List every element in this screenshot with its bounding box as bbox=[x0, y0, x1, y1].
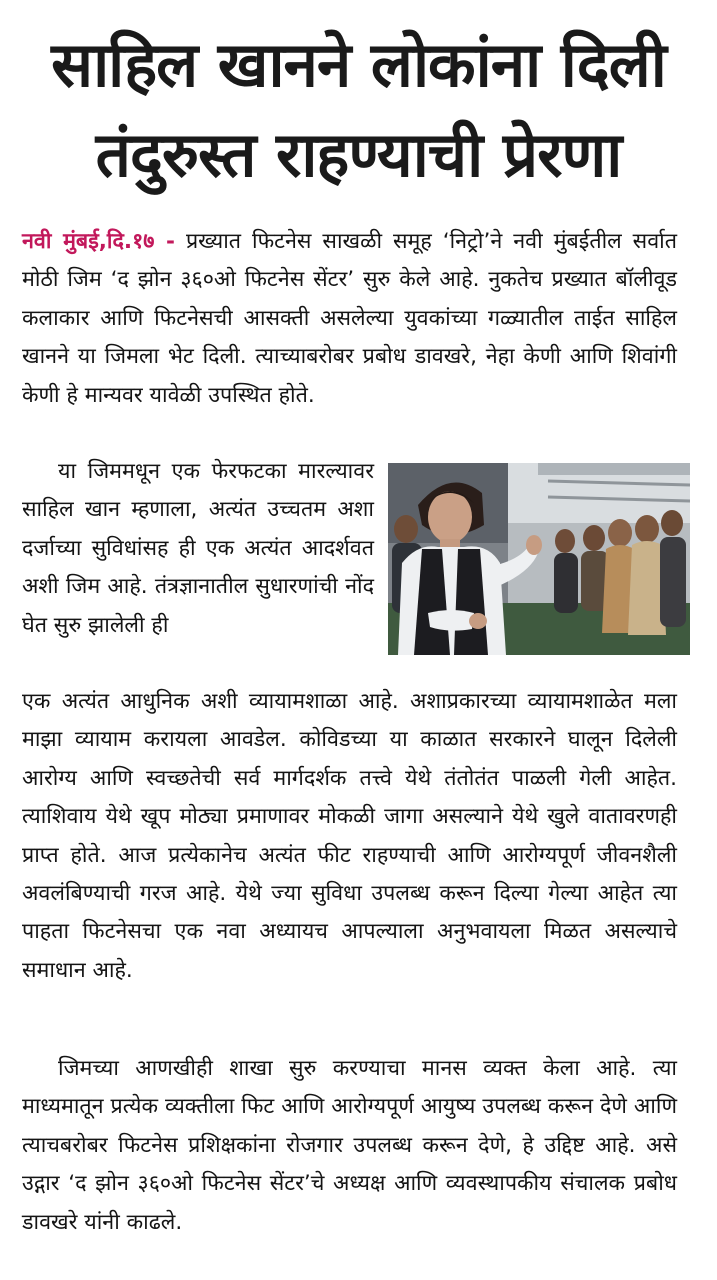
article-paragraph-1 bbox=[22, 223, 677, 415]
article-paragraph-2-start: या जिममधून एक फेरफटका मारल्यावर साहिल खान म्हणाला, अत्यंत उच्चतम अशा दर्जाच्या सुविधांसह ही एक अत्यंत आदर्शवत अशी जिम आहे. तंत्रज्ञानातील सुधारणांची नोंद घेत सुरु झालेली ही bbox=[22, 459, 374, 638]
event-photo bbox=[388, 463, 690, 655]
article-paragraph-2-continued: एक अत्यंत आधुनिक अशी व्यायामशाळा आहे. अशाप्रकारच्या व्यायामशाळेत मला माझा व्यायाम करायला आवडेल. कोविडच्या या काळात सरकारने घालून दिलेली आरोग्य आणि स्वच्छतेची सर्व मार्गदर्शक तत्त्वे येथे तंतोतंत पाळली गेली आहेत. त्याशिवाय येथे खूप मोठ्या प्रमाणावर मोकळी जागा असल्याने येथे खुले वातावरणही प्राप्त होते. आज प्रत्येकानेच अत्यंत फीट राहण्याची आणि आरोग्यपूर्ण जीवनशैली अवलंबिण्याची गरज आहे. येथे ज्या सुविधा उपलब्ध करून दिल्या गेल्या आहेत त्या पाहता फिटनेसचा एक नवा अध्यायच आपल्याला अनुभवायला मिळत असल्याचे समाधान आहे. bbox=[22, 689, 677, 983]
article-paragraph-3: जिमच्या आणखीही शाखा सुरु करण्याचा मानस व्यक्त केला आहे. त्या माध्यमातून प्रत्येक व्यक्तीला फिट आणि आरोग्यपूर्ण आयुष्य उपलब्ध करून देणे आणि त्याचबरोबर फिटनेस प्रशिक्षकांना रोजगार उपलब्ध करून देणे, हे उद्दिष्ट आहे. असे उद्गार ‘द झोन ३६०ओ फिटनेस सेंटर’चे अध्यक्ष आणि व्यवस्थापकीय संचालक प्रबोध डावखरे यांनी काढले. bbox=[22, 1056, 677, 1235]
dateline: नवी मुंबई,दि.१७ - bbox=[22, 229, 175, 254]
headline-line-1: साहिल खानने लोकांना दिली bbox=[51, 28, 666, 101]
headline-line-2: तंदुरुस्त राहण्याची प्रेरणा bbox=[95, 118, 622, 191]
paragraph-1-body: प्रख्यात फिटनेस साखळी समूह ‘निट्रो’ने नवी मुंबईतील सर्वात मोठी जिम ‘द झोन ३६०ओ फिटनेस सेंटर’ सुरु केले आहे. नुकतेच प्रख्यात बॉलीवूड कलाकार आणि फिटनेसची आसक्ती असलेल्या युवकांच्या गळ्यातील ताईत साहिल खानने या जिमला भेट दिली. त्याच्याबरोबर प्रबोध डावखरे, नेहा केणी आणि शिवांगी केणी हे मान्यवर यावेळी उपस्थित होते. bbox=[22, 229, 677, 408]
headline bbox=[10, 20, 707, 200]
